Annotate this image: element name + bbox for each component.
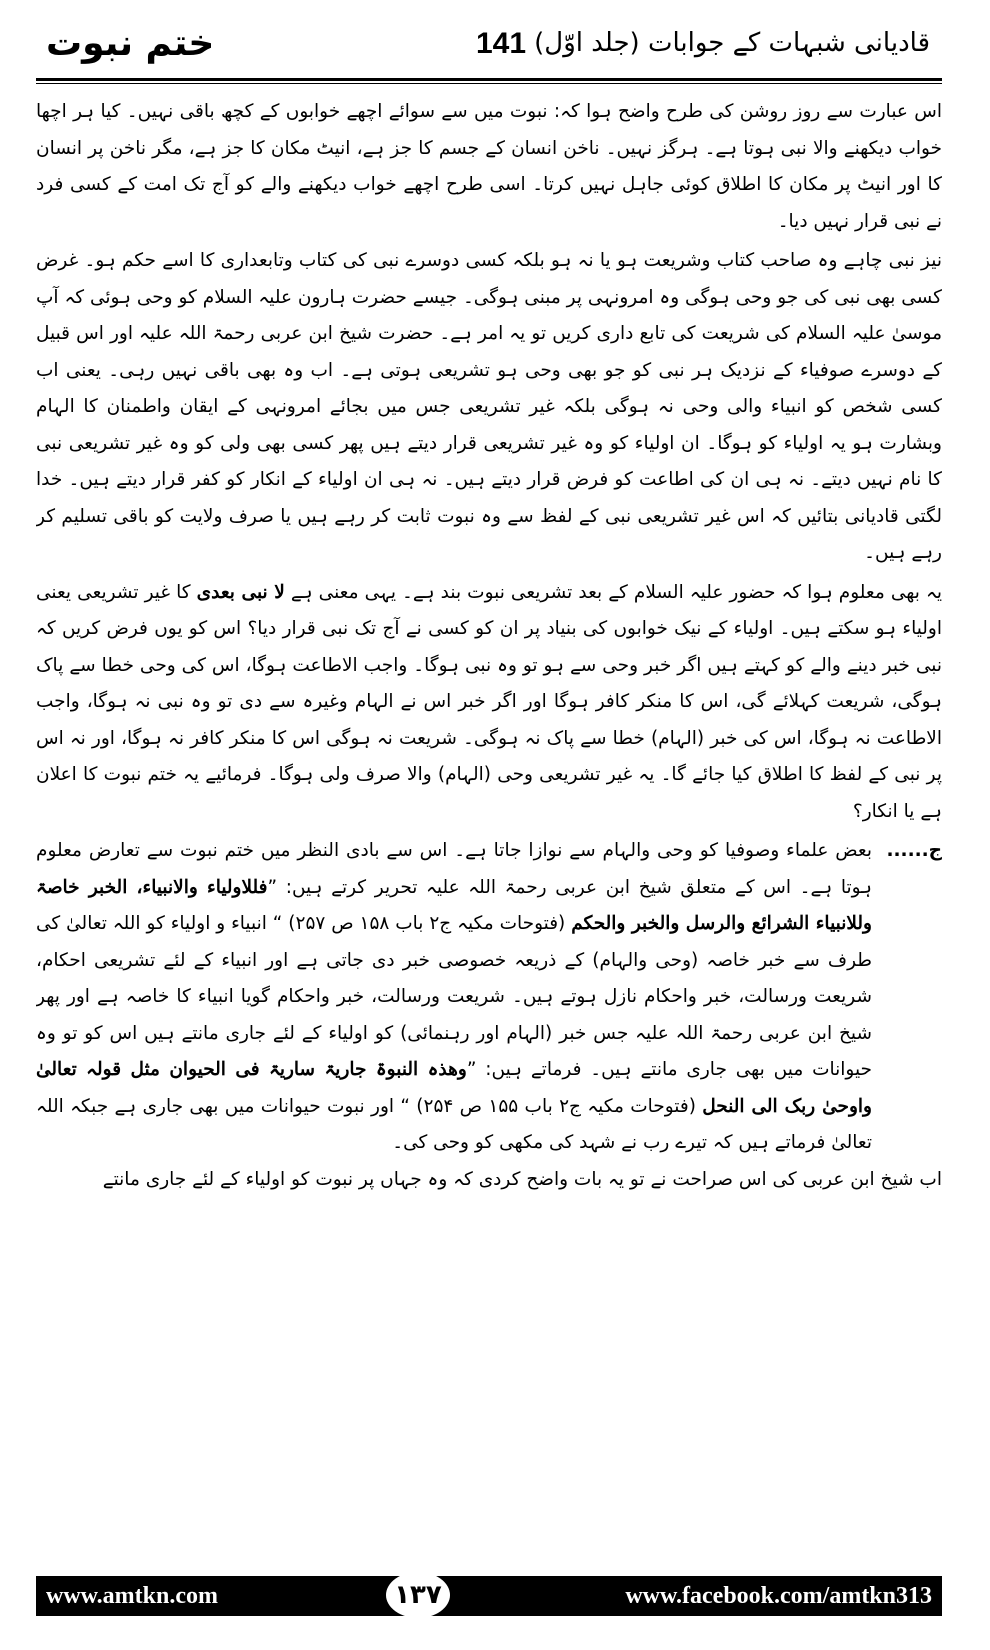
page-footer — [36, 1576, 942, 1616]
arabic-quote-1: فللاولیاء والانبیاء، الخبر خاصۃ وللانبیاء الشرائع والرسل والخبر والحکم — [36, 876, 872, 934]
answer-text-c: “ اور نبوت حیوانات میں بھی جاری ہے جبکہ اللہ تعالیٰ فرماتے ہیں کہ تیرے رب نے شہد کی مکھی کو وحی کی۔ — [36, 1095, 872, 1153]
facebook-link[interactable]: www.facebook.com/amtkn313 — [625, 1583, 932, 1609]
answer-text-b: “ انبیاء و اولیاء کو اللہ تعالیٰ کی طرف سے خبر خاصہ (وحی والہام) کے ذریعہ خصوصی خبر دی جاتی ہے اور انبیاء کے لئے تشریعی احکام، شریعت ورسالت، خبر واحکام نازل ہوتے ہیں۔ شریعت ورسالت، خبر واحکام گویا انبیاء کا خاصہ ہے اور پھر شیخ ابن عربی رحمۃ اللہ علیہ جس خبر (الہام اور رہنمائی) کو اولیاء کے لئے جاری مانتے ہیں اس کو تو وہ حیوانات میں بھی جاری مانتے ہیں۔ فرماتے ہیں: ” — [36, 913, 872, 1080]
answer-marker: ج...... — [886, 840, 942, 861]
hadith-quote: لا نبی بعدی — [196, 581, 285, 603]
book-page-number: 141 — [476, 27, 527, 60]
answer-block — [36, 833, 942, 1162]
paragraph-3 — [36, 575, 942, 831]
page-header — [36, 14, 940, 76]
page-body — [36, 94, 942, 1534]
answer-text-a: بعض علماء وصوفیا کو وحی والہام سے نوازا جاتا ہے۔ اس سے بادی النظر میں ختم نبوت سے تعارض معلوم ہوتا ہے۔ اس کے متعلق شیخ ابن عربی رحمۃ اللہ علیہ تحریر کرتے ہیں: ” — [36, 840, 873, 898]
book-series-title: ختم نبوت — [46, 23, 215, 64]
arabic-quote-2: وھذہ النبوۃ جاریۃ ساریۃ فی الحیوان مثل قولہ تعالیٰ واوحیٰ ربک الی النحل — [36, 1059, 872, 1117]
citation-1: (فتوحات مکیہ ج۲ باب ۱۵۸ ص ۲۵۷) — [282, 913, 572, 934]
book-title: قادیانی شبہات کے جوابات (جلد اوّل) — [534, 28, 930, 58]
footer-page-number: ۱۳۷ — [386, 1572, 450, 1618]
answer-text — [36, 833, 872, 1162]
paragraph-5: اب شیخ ابن عربی کی اس صراحت نے تو یہ بات واضح کردی کہ وہ جہاں پر نبوت کو اولیاء کے لئے جاری مانتے — [102, 1168, 942, 1190]
citation-2: (فتوحات مکیہ ج۲ باب ۱۵۵ ص ۲۵۴) — [409, 1095, 703, 1117]
header-divider — [36, 78, 942, 84]
paragraph-2: نیز نبی چاہے وہ صاحب کتاب وشریعت ہو یا نہ ہو بلکہ کسی دوسرے نبی کی کتاب وتابعداری کا اسے حکم ہو۔ غرض کسی بھی نبی کی جو وحی ہوگی وہ امرونہی پر مبنی ہوگی۔ جیسے حضرت ہارون علیہ السلام کو وحی ہوئی کہ آپ موسیٰ علیہ السلام کی شریعت کی تابع داری کریں تو یہ امر ہے۔ حضرت شیخ ابن عربی رحمۃ اللہ علیہ اور اس قبیل کے دوسرے صوفیاء کے نزدیک ہر نبی کو جو بھی وحی ہو تشریعی ہوتی ہے۔ اب وہ بھی باقی نہیں رہی۔ یعنی اب کسی شخص کو انبیاء والی وحی نہ ہوگی بلکہ غیر تشریعی جس میں بجائے امرونہی کے ایقان واطمنان کا الہام وبشارت ہو یہ اولیاء کو ہوگا۔ ان اولیاء کو وہ غیر تشریعی قرار دیتے ہیں پھر کسی بھی ولی کو وہ غیر تشریعی نبی کا نام نہیں دیتے۔ نہ ہی ان کی اطاعت کو فرض قرار دیتے ہیں۔ نہ ہی ان اولیاء کے انکار کو کفر قرار دیتے ہیں۔ خدا لگتی قادیانی بتائیں کہ اس غیر تشریعی نبی کے لفظ سے وہ نبوت ثابت کر رہے ہیں یا صرف ولایت کو باقی تسلیم کر رہے ہیں۔ — [36, 250, 942, 563]
paragraph-3-text-b: کا غیر تشریعی یعنی اولیاء ہو سکتے ہیں۔ اولیاء کے نیک خوابوں کی بنیاد پر ان کو کسی نے آج تک نبی قرار دیا؟ اس کو یوں فرض کریں کہ نبی خبر دینے والے کو کہتے ہیں اگر خبر وحی سے ہو تو وہ نبی ہوگا۔ واجب الاطاعت ہوگا، اس کی وحی خطا سے پاک ہوگی، شریعت کہلائے گی، اس کا منکر کافر ہوگا اور اگر خبر اس نے الہام وغیرہ سے دی تو وہ نبی نہ ہوگا، واجب الاطاعت نہ ہوگا، اس کی خبر (الہام) خطا سے پاک نہ ہوگی۔ شریعت نہ ہوگی اس کا منکر کافر نہ ہوگا، اور نہ اس پر نبی کے لفظ کا اطلاق کیا جائے گا۔ یہ غیر تشریعی وحی (الہام) والا صرف ولی ہوگا۔ فرمائیے یہ ختم نبوت کا اعلان ہے یا انکار؟ — [36, 581, 942, 822]
website-link[interactable]: www.amtkn.com — [46, 1583, 218, 1609]
paragraph-3-text-a: یہ بھی معلوم ہوا کہ حضور علیہ السلام کے بعد تشریعی نبوت بند ہے۔ یہی معنی ہے — [284, 581, 942, 603]
paragraph-1: اس عبارت سے روز روشن کی طرح واضح ہوا کہ: نبوت میں سے سوائے اچھے خوابوں کے کچھ باقی نہیں۔ کیا ہر اچھا خواب دیکھنے والا نبی ہوتا ہے۔ ہرگز نہیں۔ ناخن انسان کے جسم کا جز ہے، انیٹ مکان کا جز ہے، مگر ناخن پر انسان کا اور انیٹ پر مکان کا اطلاق کوئی جاہل نہیں کرتا۔ اسی طرح اچھے خواب دیکھنے والے کو آج تک امت کے کسی فرد نے نبی قرار نہیں دیا۔ — [36, 101, 942, 232]
